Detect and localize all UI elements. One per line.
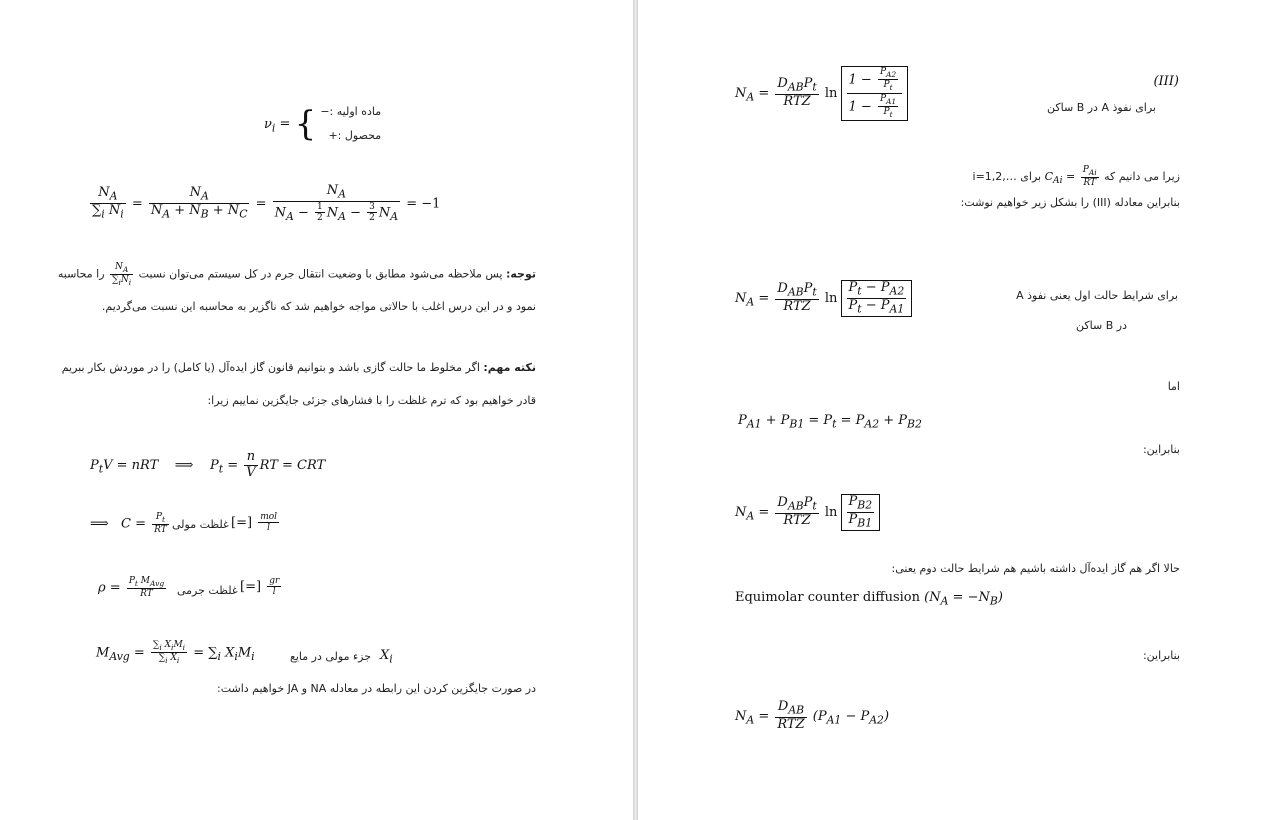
first-case-line1: برای شرایط حالت اول یعنی نفوذ A	[1016, 289, 1178, 302]
nu-reactant-label: ماده اولیه :−	[320, 105, 382, 118]
mole-fraction-symbol: $X_i$	[380, 648, 393, 666]
mass-concentration-units: [=] $\frac{gr}{l}$	[240, 576, 280, 598]
note2-text: اگر مخلوط ما حالت گازی باشد و بتوانیم قانون گاز ایده‌آل (یا کامل) را در موردش بکار ببریم	[61, 361, 480, 374]
second-case-text: حالا اگر هم گاز ایده‌آل داشته باشیم هم شرایط حالت دوم یعنی:	[891, 562, 1180, 575]
partial-pressure-concentration-relation: $C_{Ai}$ = $\frac{P_{Ai}}{RT}$	[1044, 165, 1097, 189]
first-case-line2: در B ساکن	[1076, 319, 1127, 332]
therefore2-text: بنابراین:	[1142, 649, 1180, 662]
flux-ratio-equation: $\frac{N_A}{\sum_i N_i}$ = $\frac{N_A}{N_A + N_B + N_C}$ = $N_A$ $N_A$ − $\frac{1}{2}$ $N_A$ − $\frac{3}{2}$ $N_A$ = −1	[92, 183, 441, 224]
molar-concentration-units: [=] $\frac{\text{mol}}{l}$	[231, 512, 278, 534]
note1-line1	[58, 262, 536, 288]
nu-definition-equation: $\nu_i$ = { ماده اولیه :− محصول :+	[264, 100, 381, 148]
equimolar-flux-equation: $N_A$ = $\frac{D_{AB}}{\text{RTZ}}$ $(P_{A1} - P_{A2})$	[735, 699, 890, 733]
substitution-text: در صورت جایگزین کردن این رابطه در معادله NA و JA خواهیم داشت:	[216, 682, 536, 695]
molar-concentration-label: غلظت مولی	[172, 518, 229, 531]
note1-line2: نمود و در این درس اغلب با حالاتی مواجه خواهیم شد که ناگزیر به محاسبه این نسبت می‌گردیم.	[101, 300, 536, 313]
equimolar-text: Equimolar counter diffusion	[735, 590, 920, 605]
nu-product-label: محصول :+	[328, 129, 382, 142]
left-page	[0, 0, 633, 820]
average-molar-mass-equation: $M_{Avg}$ = $\frac{\sum_i X_iM_i}{\sum_i X_i}$ = $\sum_i$ $X_iM_i$	[96, 640, 255, 666]
note2-line2: قادر خواهیم بود که ترم غلظت را با فشارهای جزئی جایگزین نماییم زیرا:	[207, 394, 536, 407]
since-we-know-text	[973, 165, 1180, 189]
molar-concentration-equation: ⟹ C = $\frac{P_t}{RT}$	[90, 512, 167, 536]
equation-number-III: (III)	[1153, 74, 1179, 89]
total-pressure-equation: $P_{A1} + P_{B1} = P_t = P_{A2} + P_{B2}$	[738, 413, 922, 431]
note1-inline-ratio: $\frac{N_A}{\sum_iN_i}$	[112, 262, 132, 288]
diffusion-a-in-b-text: برای نفوذ A در B ساکن	[1047, 101, 1156, 114]
note2-line1	[62, 361, 536, 374]
note1-label: توجه:	[505, 267, 536, 281]
note1-text-b: را محاسبه	[57, 267, 105, 281]
equation-partial-pressure-form: $N_A$ = $\frac{D_{AB}P_t}{\text{RTZ}}$ ln $\frac{P_t - P_{A2}}{P_t - P_{A1}}$	[735, 280, 911, 317]
mole-fraction-label: جزء مولی در مایع	[290, 650, 371, 663]
equimolar-condition: $(N_A = -N_B)$	[924, 590, 1003, 608]
ratio-result: = −1	[406, 196, 441, 212]
but-text: اما	[1167, 380, 1180, 393]
note2-label: نکته مهم:	[483, 361, 536, 374]
mass-concentration-equation: ρ = $\frac{P_t M_{Avg}}{RT}$	[98, 576, 165, 600]
equimolar-line	[735, 590, 1003, 608]
equation-pb-form: $N_A$ = $\frac{D_{AB}P_t}{\text{RTZ}}$ ln $\frac{P_{B2}}{P_{B1}}$	[735, 494, 879, 531]
since-we-know-a: زیرا می دانیم که	[1104, 169, 1180, 183]
therefore1-text: بنابراین:	[1142, 443, 1180, 456]
index-range: i=1,2,…	[972, 169, 1017, 183]
right-page	[638, 0, 1274, 820]
since-we-know-b: برای	[1020, 169, 1042, 183]
ideal-gas-equation: $P_tV$ = nRT ⟹ $P_t$ = $\frac{n}{V}$ RT = CRT	[90, 449, 326, 480]
therefore-eq3-text: بنابراین معادله (III) را بشکل زیر خواهیم نوشت:	[960, 196, 1180, 209]
equation-III: $N_A$ = $\frac{D_{AB}P_t}{\text{RTZ}}$ ln 1 − $\frac{P_{A2}}{P_t}$ 1 − $\frac{P_{A1}}{P_t}$	[735, 66, 907, 121]
note1-text-a: پس ملاحظه می‌شود مطابق با وضعیت انتقال جرم در کل سیستم می‌توان نسبت	[138, 267, 503, 281]
mass-concentration-label: غلظت جرمی	[177, 584, 238, 597]
